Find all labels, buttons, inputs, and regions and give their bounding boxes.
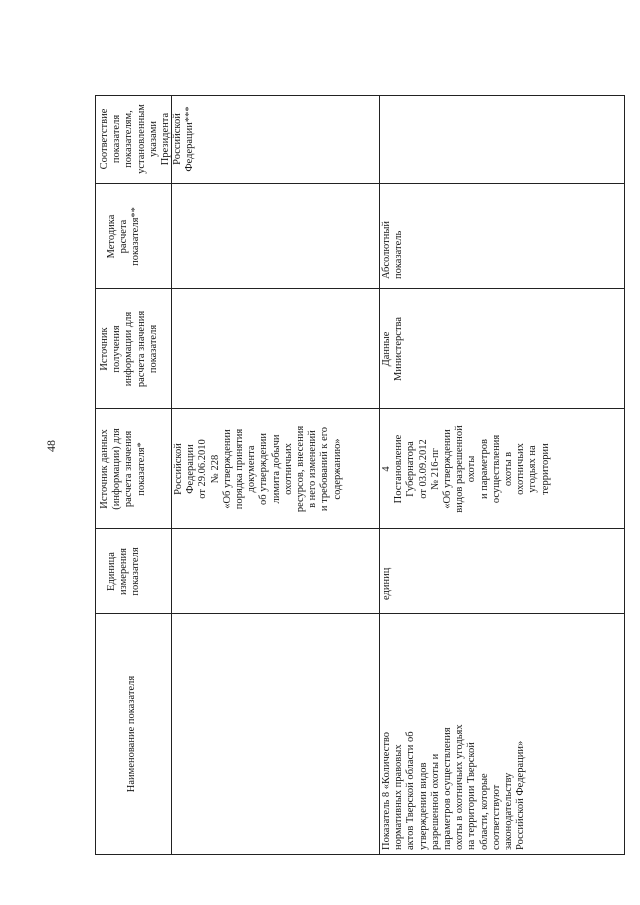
row2-source-info: Данные Министерства (381, 316, 405, 382)
header-name: Наименование показателя (126, 675, 137, 793)
rotated-table (95, 95, 625, 855)
data-table (95, 95, 625, 855)
header-source-info: Источник получения информации для расчета значения показателя (99, 310, 159, 388)
header-method: Методика расчета показателя** (106, 207, 142, 266)
header-compliance: Соответствие показателя показателям, установленным указами Президента Российской Федерации*** (99, 104, 196, 174)
row2-name: Показатель 8 «Количество нормативных правовых актов Тверской области об утверждении видов разрешенной охоты и параметров осуществления охоты в охотничьих угодьях на территории Тверской области, которые соответствуют законодательству Российской Федерации» (381, 724, 527, 850)
row2-compliance (379, 94, 626, 184)
header-unit: Единица измерения показателя (106, 547, 142, 596)
row2-method: Абсолютный показатель (381, 221, 405, 279)
row2-unit: единиц (381, 567, 392, 600)
row2-source-data: 4 Постановление Губернатора от 03.09.2012 № 216-пг «Об утверждении видов разрешенной охоты и параметров осуществления охоты в охотничьих угодьях на территории (381, 425, 551, 513)
header-source-data: Источник данных (информации) для расчета значения показателя* (99, 428, 147, 510)
page-number: 48 (44, 440, 58, 452)
row1-source-data: Российской Федерации от 29.06.2010 № 228 «Об утверждении порядка принятия документа об утверждении лимита добычи охотничьих ресурсов, внесения в него изменений и требований к его содержанию» (173, 425, 343, 513)
